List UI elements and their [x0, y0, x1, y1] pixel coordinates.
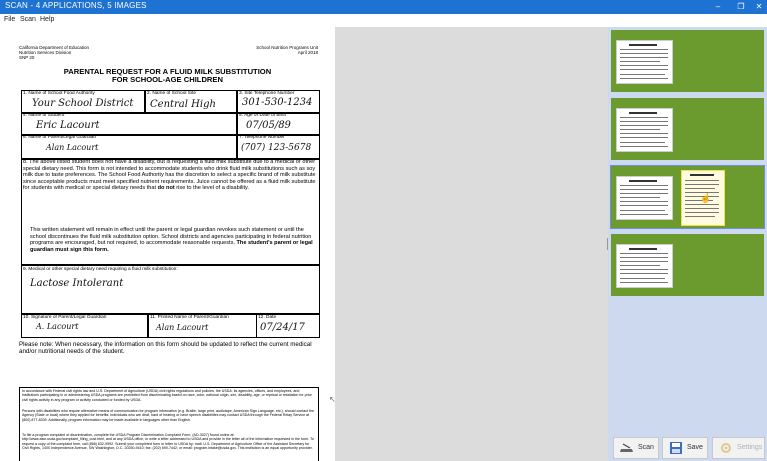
header-left [19, 45, 89, 61]
field-2-value: Central High [150, 99, 216, 110]
field-8-bold: do not [157, 185, 175, 192]
application-2[interactable] [611, 98, 764, 160]
minimize-icon[interactable]: – [715, 2, 721, 11]
unit-line-2: April 2018 [297, 50, 318, 56]
save-icon [669, 442, 683, 454]
field-11-value: Alan Lacourt [156, 323, 209, 332]
scanned-form [0, 27, 335, 461]
gear-icon [719, 442, 733, 454]
field-2-label: 2. Name of School Site [147, 91, 197, 96]
application-4[interactable] [611, 234, 764, 296]
field-8-para2 [30, 227, 316, 253]
nondiscrimination-p3: To file a program complaint of discrimination, complete the USDA Program Discrimination Complaint Form, (AD-3027) found online at: http://www.ascr.usda.gov/complaint_filing_cust.html, and at any USDA office, or write a letter addressed to USDA and provide in the letter all of the information requested in the form. To request a copy of the complaint form, call (866) 632-9992. Submit your completed form or letter to USDA by: mail: U.S. Department of Agriculture Office of the Assistant Secretary for Civil Rights, 1400 Independence Avenue, SW Washington, D.C. 20250-9410; fax: (202) 690-7442; or email: program.intake@usda.gov. This institution is an equal opportunity provider. [22, 433, 314, 450]
field-8-tail: rise to the level of a disability. [176, 185, 249, 192]
menu-bar [0, 14, 767, 27]
menu-help[interactable]: Help [40, 16, 55, 23]
scanner-icon [620, 442, 634, 454]
title-bar [0, 0, 767, 14]
field-8-main: 8. The above listed student does not have a disability, but is requesting a fluid milk substitute due to a medical or other special dietary need. This form is not intended to accommodate students who drink fluid milk substitutions such as soy milk due to taste preferences. The School Food Authority has the discretion to select a specific brand of milk substitute since acceptable products must meet specified nutrient requirements. Juice cannot be offered as a fluid milk substitute for students with medical or special dietary needs that [23, 159, 316, 192]
unit-line-1: School Nutrition Programs Unit [256, 45, 318, 50]
field-7-value: (707) 123-5678 [241, 143, 312, 153]
close-icon[interactable]: ✕ [755, 2, 763, 11]
nondiscrimination-p1: In accordance with Federal civil rights law and U.S. Department of Agriculture (USDA) civil rights regulations and policies, the USDA, its agencies, offices, and employees, and institutions participating in or administering USDA programs are prohibited from discriminating based on race, color, national origin, sex, disability, age, or reprisal or retaliation for prior civil rights activity in any program or activity conducted or funded by USDA. [22, 389, 312, 402]
preview-background [329, 27, 608, 461]
application-3[interactable] [611, 166, 764, 228]
field-12-label: 12. Date [258, 315, 277, 320]
nondiscrimination-p2: Persons with disabilities who require alternative means of communication for program information (e.g. Braille, large print, audiotape, American Sign Language, etc.), should contact the Agency (State or local) where they applied for benefits. Individuals who are deaf, hard of hearing or have speech disabilities may contact USDA through the Federal Relay Service at (800) 877-8339. Additionally, program information may be made available in languages other than English. [22, 409, 315, 422]
field-5-label: 5. Age or Date of Birth [239, 113, 287, 118]
application-1[interactable] [611, 30, 764, 92]
settings-button[interactable] [712, 437, 765, 459]
menu-file[interactable]: File [4, 16, 16, 23]
update-note: Please note: When necessary, the information on this form should be updated to reflect the current medical and/or nutritional needs of the student. [19, 341, 312, 356]
page-thumbnail[interactable] [616, 40, 673, 84]
save-button-label: Save [687, 444, 703, 451]
field-8-text [23, 159, 316, 192]
field-4-value: Eric Lacourt [36, 120, 100, 131]
scan-button[interactable] [613, 437, 659, 459]
restore-icon[interactable]: ❐ [737, 2, 745, 11]
field-8-para2-bold: The student's parent or legal guardian must sign this form. [30, 240, 313, 253]
field-7-label: 7. Telephone Number [239, 135, 285, 140]
dept-line-1: California Department of Education [19, 45, 90, 50]
field-9-value: Lactose Intolerant [30, 278, 124, 289]
field-10-label: 10. Signature of Parent/Legal Guardian [23, 315, 107, 320]
field-4-label: 4. Name of Student [23, 113, 65, 118]
field-9-label: 9. Medical or other special dietary need requiring a fluid milk substitution: [23, 267, 178, 272]
field-12-value: 07/24/17 [260, 322, 305, 333]
header-right [256, 45, 318, 55]
scan-button-label: Scan [638, 444, 654, 451]
menu-scan[interactable]: Scan [20, 16, 36, 23]
cell-9 [21, 265, 320, 315]
dept-line-2: Nutrition Services Division [19, 50, 72, 56]
cursor-icon: ↖ [329, 395, 336, 404]
field-6-value: Alan Lacourt [46, 143, 99, 152]
field-6-label: 6. Name of Parent/Legal Guardian [23, 135, 97, 140]
page-thumbnail[interactable] [616, 176, 673, 220]
form-title-2: FOR SCHOOL-AGE CHILDREN [112, 75, 223, 84]
field-11-label: 11. Printed Name of Parent/Guardian [150, 315, 229, 320]
save-button[interactable] [662, 437, 708, 459]
document-preview[interactable] [0, 27, 335, 461]
field-1-label: 1. Name of School Food Authority [23, 91, 95, 96]
page-thumbnail[interactable] [616, 244, 673, 288]
dept-line-3: SNP 20 [19, 55, 35, 61]
field-3-label: 3. Site Telephone Number [239, 91, 295, 96]
hand-cursor-icon: ☝ [700, 193, 712, 203]
window-title: SCAN - 4 APPLICATIONS, 5 IMAGES [5, 1, 147, 10]
field-10-value: A. Lacourt [36, 322, 79, 331]
field-3-value: 301-530-1234 [242, 97, 313, 108]
settings-button-label: Settings [737, 444, 763, 451]
selected-page-thumbnail[interactable] [681, 170, 725, 226]
field-5-value: 07/05/89 [246, 120, 291, 131]
field-8-para2-main: This written statement will remain in effect until the parent or legal guardian revokes such statement or until the school discontinues the fluid milk substitution option. School districts and agencies participating in federal nutrition programs are encouraged, but not required, to accommodate reasonable requests. [30, 227, 312, 247]
thumbnail-pane[interactable] [608, 27, 767, 461]
form-title-1: PARENTAL REQUEST FOR A FLUID MILK SUBSTITUTION [63, 67, 272, 76]
page-thumbnail[interactable] [616, 108, 673, 152]
field-1-value: Your School District [32, 98, 134, 109]
